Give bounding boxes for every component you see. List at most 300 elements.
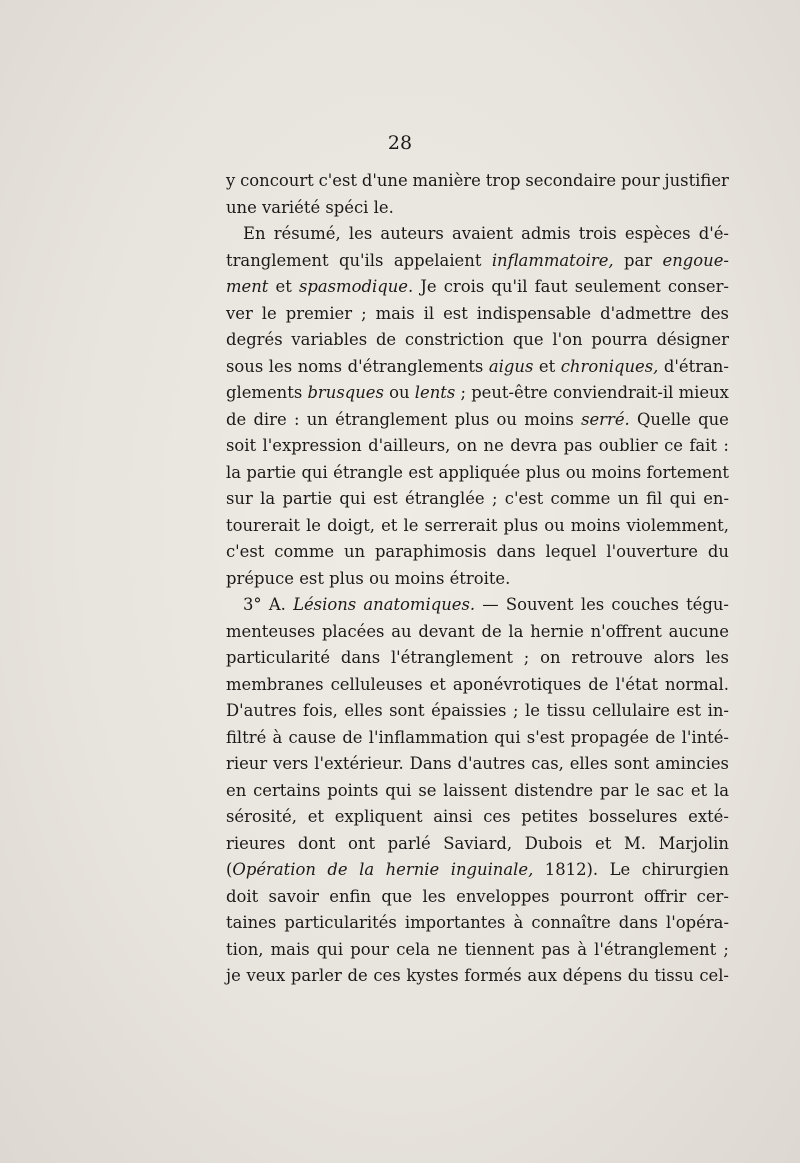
word: couches <box>611 595 679 614</box>
word: ; <box>512 701 519 720</box>
word: l'expression <box>262 436 362 455</box>
word: degrés <box>226 330 283 349</box>
text-line <box>226 698 729 725</box>
word: ne <box>437 939 458 959</box>
word: tranglement <box>226 250 329 270</box>
word: ; <box>723 939 729 959</box>
word: justifier <box>664 171 729 190</box>
word: mieux <box>678 383 729 402</box>
word: l'étranglement <box>594 939 717 959</box>
word: tiennent <box>464 939 535 959</box>
word: étrangle <box>333 462 404 482</box>
word: dans <box>618 913 658 932</box>
word: 1812). <box>544 860 599 879</box>
word: ces <box>483 807 511 826</box>
word: concourt <box>240 171 314 190</box>
word: comme <box>274 542 335 561</box>
word: d'étranglements <box>347 356 484 376</box>
word: en- <box>703 489 729 508</box>
word: admis <box>521 224 571 243</box>
word: ces <box>373 966 401 985</box>
word: indispensable <box>476 303 592 323</box>
text-line <box>226 672 729 699</box>
word: de <box>327 860 348 879</box>
word: oublier <box>598 436 658 455</box>
word: placées <box>321 621 385 641</box>
word: étroite. <box>449 568 511 588</box>
word: tissu <box>546 701 586 720</box>
word: par <box>599 780 629 800</box>
word: lequel <box>545 542 597 561</box>
word: connaître <box>531 913 611 932</box>
word: l'on <box>552 330 583 349</box>
word: anatomiques. <box>363 595 476 614</box>
word: trop <box>485 171 521 190</box>
word: pas <box>563 436 593 455</box>
page-number: 28 <box>387 132 413 154</box>
word: (Opération <box>226 860 316 879</box>
word: offrir <box>643 886 687 906</box>
word: c'est <box>318 171 357 190</box>
word: ou <box>544 515 565 535</box>
word: alors <box>653 648 695 667</box>
word: in- <box>707 701 729 720</box>
word: on <box>540 648 561 667</box>
word: pourra <box>591 330 648 349</box>
word: pour <box>620 171 660 190</box>
word: un <box>306 409 328 429</box>
word: et <box>381 515 398 535</box>
word: du <box>707 542 729 561</box>
text-line <box>226 778 729 805</box>
word: appliquée <box>438 462 521 482</box>
word: avaient <box>452 224 513 243</box>
word: pourront <box>559 886 634 906</box>
word: et <box>690 780 708 800</box>
word: l'extérieur. <box>314 754 404 773</box>
word: cellulaire <box>592 701 670 720</box>
text-line <box>226 248 729 275</box>
word: inguinale, <box>450 860 534 879</box>
text-line <box>226 619 729 646</box>
word: le <box>524 701 540 720</box>
word: D'autres <box>226 701 297 720</box>
word: à <box>577 939 587 959</box>
word: enfin <box>329 886 372 906</box>
word: à <box>513 913 524 932</box>
word: d'étran- <box>663 356 729 376</box>
word: En <box>243 224 266 243</box>
word: qui <box>339 489 366 508</box>
text-line <box>226 592 729 619</box>
word: auteurs <box>380 224 444 243</box>
word: il <box>423 303 435 323</box>
word: partie <box>246 462 297 482</box>
word: ou <box>496 409 517 429</box>
word: ; <box>523 648 530 667</box>
word: ou <box>369 568 390 588</box>
word: inflammatoire, <box>491 250 614 270</box>
text-line <box>226 910 729 937</box>
text-line <box>226 486 729 513</box>
word: les <box>705 648 729 667</box>
word: distendre <box>514 780 594 800</box>
text-line <box>226 751 729 778</box>
word: conviendrait-il <box>553 383 674 402</box>
word: qu'ils <box>338 250 384 270</box>
word: serrerait <box>424 515 498 535</box>
word: plus <box>454 409 490 429</box>
word: de <box>347 966 368 985</box>
word: de <box>226 409 247 429</box>
word: Le <box>609 860 631 879</box>
word: particularités <box>284 913 397 932</box>
word: taines <box>226 913 277 932</box>
text-line <box>226 645 729 672</box>
word: le <box>306 515 322 535</box>
text-line <box>226 407 729 434</box>
word: les <box>348 224 373 243</box>
word: s'est <box>526 727 565 747</box>
word: n'offrent <box>590 621 662 641</box>
word: le <box>403 515 419 535</box>
word: d'autres <box>457 754 526 773</box>
word: qui <box>385 780 412 800</box>
word: du <box>627 966 649 985</box>
word: vers <box>273 754 309 773</box>
word: crois <box>443 277 485 296</box>
word: soit <box>226 436 257 455</box>
text-line <box>226 831 729 858</box>
word: pour <box>350 939 390 959</box>
word: devant <box>418 621 475 641</box>
word: on <box>456 436 478 455</box>
word: trois <box>578 224 617 243</box>
text-line <box>226 460 729 487</box>
word: — <box>482 595 499 614</box>
word: est <box>373 489 398 508</box>
word: importantes <box>404 913 506 932</box>
word: Dans <box>409 754 452 773</box>
word: qui <box>316 939 344 959</box>
word: les <box>580 595 605 614</box>
word: hernie <box>385 860 440 879</box>
word: et <box>429 674 446 694</box>
word: formés <box>464 966 522 985</box>
word: cer- <box>696 886 729 906</box>
text-line <box>226 539 729 566</box>
word: d'une <box>361 171 408 190</box>
word: faut <box>534 277 568 296</box>
word: des <box>700 303 729 323</box>
text-line <box>226 327 729 354</box>
word: au <box>391 621 412 641</box>
word: l'inflammation <box>368 727 489 747</box>
word: rieures <box>226 833 286 853</box>
word: qui <box>494 727 521 747</box>
word: ou <box>389 383 410 402</box>
text-line <box>226 963 729 990</box>
word: y <box>226 171 236 190</box>
word: propagée <box>570 727 649 747</box>
word: fortement <box>646 462 729 482</box>
word: fait <box>689 436 718 455</box>
word: doigt, <box>327 515 375 535</box>
word: veux <box>246 966 286 985</box>
word: premier <box>285 303 353 323</box>
word: un <box>343 542 366 561</box>
word: amincies <box>655 754 729 773</box>
word: retrouve <box>571 648 643 667</box>
word: : <box>293 409 300 429</box>
word: normal. <box>664 674 729 694</box>
word: moins <box>591 462 642 482</box>
word: sont <box>389 701 425 720</box>
text-line <box>226 937 729 964</box>
word: que <box>698 409 729 429</box>
word: ; <box>491 489 498 508</box>
word: la <box>508 621 524 641</box>
word: de <box>588 674 609 694</box>
word: glements <box>226 383 303 402</box>
word: tissu <box>654 966 694 985</box>
text-line <box>226 725 729 752</box>
word: et <box>538 356 556 376</box>
text-line <box>226 884 729 911</box>
word: parlé <box>387 833 431 853</box>
word: aux <box>527 966 557 985</box>
word: aponévrotiques <box>452 674 582 694</box>
text-line <box>226 804 729 831</box>
text-line <box>226 513 729 540</box>
word: Dubois <box>524 833 583 853</box>
word: 3° <box>243 595 262 614</box>
word: parler <box>290 966 342 985</box>
word: est <box>299 568 324 588</box>
word: manière <box>412 171 481 190</box>
word: les <box>422 886 446 906</box>
word: de <box>655 727 676 747</box>
word: que <box>381 886 413 906</box>
word: l'état <box>615 674 658 694</box>
word: spasmodique. <box>298 277 414 296</box>
word: engoue- <box>662 250 729 270</box>
word: variété <box>262 197 321 217</box>
word: laissent <box>443 780 508 800</box>
word: enveloppes <box>456 886 550 906</box>
text-line <box>226 857 729 884</box>
word: tégu- <box>686 595 729 614</box>
word: devra <box>510 436 558 455</box>
word: de <box>481 621 502 641</box>
word: ; <box>460 383 466 402</box>
word: et <box>307 807 324 826</box>
word: l'inté- <box>681 727 729 747</box>
word: d'ailleurs, <box>368 436 451 455</box>
word: elles <box>569 754 609 773</box>
text-line <box>226 380 729 407</box>
word: dire <box>253 409 287 429</box>
word: espèces <box>624 224 691 243</box>
word: l'étranglement <box>390 648 513 667</box>
word: d'é- <box>698 224 729 243</box>
text-line <box>226 195 729 222</box>
word: que <box>512 330 544 349</box>
word: l'ouverture <box>606 542 698 561</box>
word: sont <box>613 754 650 773</box>
text-line <box>226 301 729 328</box>
word: hernie <box>530 621 584 641</box>
word: ont <box>348 833 376 853</box>
word: la <box>359 860 375 879</box>
word: ce <box>664 436 683 455</box>
word: filtré <box>226 727 267 747</box>
word: membranes <box>226 674 324 694</box>
word: dont <box>297 833 336 853</box>
word: plus <box>503 515 539 535</box>
word: elles <box>344 701 383 720</box>
word: désigner <box>656 330 729 349</box>
word: chroniques, <box>560 356 659 376</box>
word: sous <box>226 356 264 376</box>
word: moins <box>524 409 574 429</box>
word: étranglement <box>335 409 448 429</box>
word: aigus <box>488 356 534 376</box>
word: Quelle <box>637 409 691 429</box>
word: mais <box>270 939 310 959</box>
word: ainsi <box>433 807 473 826</box>
word: en <box>226 780 247 800</box>
word: chirurgien <box>641 860 729 879</box>
word: moins <box>394 568 445 588</box>
word: certains <box>253 780 321 800</box>
word: les <box>268 356 293 376</box>
word: particularité <box>226 648 331 667</box>
word: points <box>327 780 379 800</box>
word: prépuce <box>226 568 294 588</box>
word: secondaire <box>525 171 617 190</box>
word: de <box>342 727 363 747</box>
word: le <box>261 303 277 323</box>
word: Je <box>420 277 437 296</box>
word: un <box>617 489 639 508</box>
word: c'est <box>226 542 265 561</box>
word: celluleuses <box>330 674 423 694</box>
word: épaissies <box>431 701 507 720</box>
word: est <box>408 462 434 482</box>
word: menteuses <box>226 621 316 641</box>
word: peut-être <box>471 383 548 402</box>
word: violemment, <box>626 515 729 535</box>
word: savoir <box>268 886 319 906</box>
word: cel- <box>699 966 729 985</box>
word: rieur <box>226 754 268 773</box>
word: bosselures <box>588 807 678 826</box>
word: spéci le. <box>325 197 394 217</box>
word: lents <box>414 383 456 402</box>
word: Souvent <box>505 595 574 614</box>
word: plus <box>525 462 561 482</box>
word: variables <box>291 330 368 349</box>
word: d'admettre <box>600 303 692 323</box>
word: cas, <box>531 754 564 773</box>
text-line <box>226 354 729 381</box>
word: c'est <box>504 489 544 508</box>
word: ne <box>483 436 504 455</box>
word: serré. <box>581 409 630 429</box>
word: Lésions <box>293 595 357 614</box>
word: aucune <box>668 621 729 641</box>
text-line <box>226 221 729 248</box>
word: sur <box>226 489 253 508</box>
word: dans <box>340 648 381 667</box>
word: dans <box>496 542 536 561</box>
text-line <box>226 168 729 195</box>
word: se <box>418 780 437 800</box>
word: résumé, <box>273 224 341 243</box>
word: étranglée <box>405 489 485 508</box>
word: Marjolin <box>658 833 729 853</box>
word: qu'il <box>491 277 528 296</box>
word: fil <box>646 489 663 508</box>
word: tion, <box>226 939 264 959</box>
word: exté- <box>688 807 729 826</box>
word: je <box>226 966 241 985</box>
word: moins <box>570 515 621 535</box>
word: partie <box>282 489 333 508</box>
word: noms <box>297 356 343 376</box>
word: sac <box>656 780 685 800</box>
word: ver <box>226 303 253 323</box>
word: est <box>676 701 702 720</box>
word: fois, <box>303 701 338 720</box>
word: et <box>275 277 292 296</box>
word: la <box>226 462 242 482</box>
word: seulement <box>574 277 661 296</box>
word: cause <box>288 727 337 747</box>
body-text <box>226 168 729 990</box>
word: et <box>595 833 612 853</box>
word: par <box>624 250 653 270</box>
word: qui <box>669 489 696 508</box>
word: la <box>713 780 729 800</box>
word: A. <box>268 595 286 614</box>
word: brusques <box>307 383 384 402</box>
word: ; <box>361 303 367 323</box>
word: M. <box>623 833 646 853</box>
word: pas <box>541 939 571 959</box>
word: : <box>723 436 729 455</box>
text-line <box>226 274 729 301</box>
word: conser- <box>667 277 729 296</box>
word: une <box>226 197 257 217</box>
word: mais <box>375 303 415 323</box>
word: à <box>272 727 283 747</box>
word: ou <box>565 462 587 482</box>
word: l'opéra- <box>666 913 729 932</box>
word: paraphimosis <box>374 542 487 561</box>
word: dépens <box>562 966 623 985</box>
word: est <box>443 303 468 323</box>
word: expliquent <box>334 807 423 826</box>
word: constriction <box>404 330 505 349</box>
word: le <box>634 780 650 800</box>
text-line <box>226 566 729 593</box>
word: de <box>375 330 397 349</box>
word: la <box>260 489 276 508</box>
word: sérosité, <box>226 807 297 826</box>
text-line <box>226 433 729 460</box>
